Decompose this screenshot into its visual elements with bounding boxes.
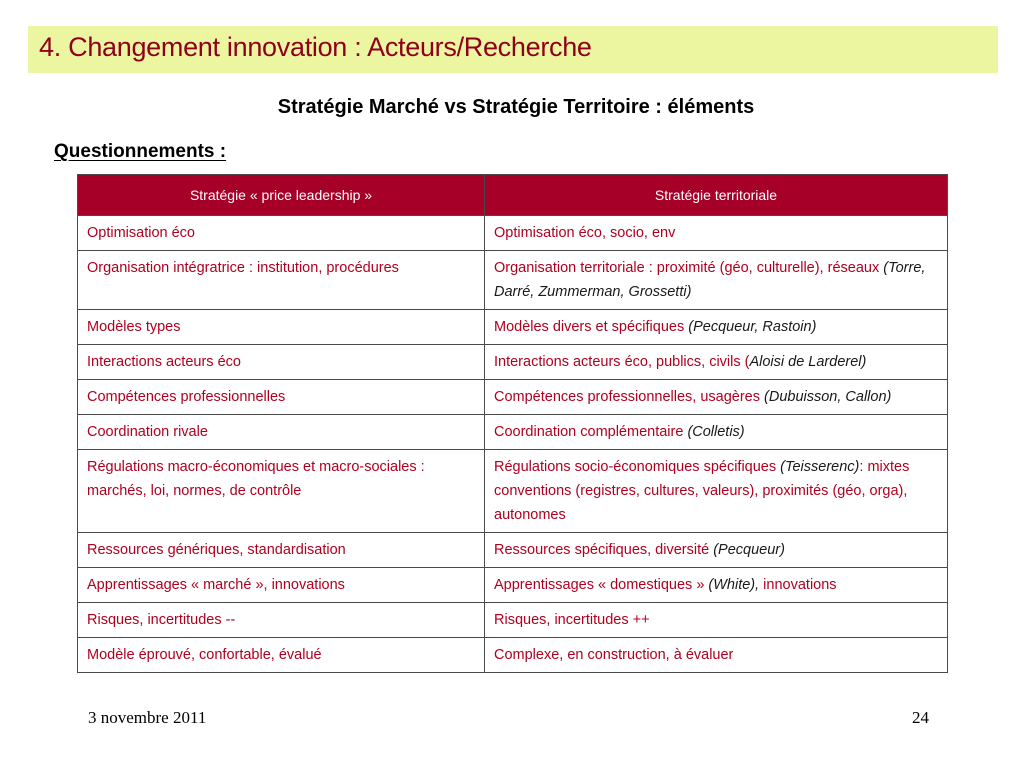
cell-text: Régulations socio-économiques spécifiques	[494, 459, 781, 475]
cell-text: Risques, incertitudes ++	[494, 612, 650, 628]
citation-text: (Dubuisson, Callon)	[764, 389, 892, 405]
market-strategy-cell: Interactions acteurs éco	[78, 345, 485, 380]
citation-text: (Teisserenc)	[780, 459, 860, 475]
cell-text: Ressources spécifiques, diversité	[494, 542, 714, 558]
table-row	[78, 603, 948, 638]
cell-text: Complexe, en construction, à évaluer	[494, 647, 734, 663]
citation-text: (White),	[708, 577, 760, 593]
citation-text: (Pecqueur, Rastoin)	[688, 319, 817, 335]
market-strategy-cell: Modèle éprouvé, confortable, évalué	[78, 638, 485, 673]
footer-date: 3 novembre 2011	[88, 708, 207, 727]
market-strategy-cell: Ressources génériques, standardisation	[78, 533, 485, 568]
market-strategy-cell: Organisation intégratrice : institution, procédures	[78, 251, 485, 310]
territorial-strategy-cell	[485, 415, 948, 450]
table-body	[78, 216, 948, 673]
cell-text: Coordination complémentaire	[494, 424, 688, 440]
slide-title-bar	[28, 26, 998, 73]
table-row	[78, 216, 948, 251]
territorial-strategy-cell	[485, 310, 948, 345]
header-territorial-strategy: Stratégie territoriale	[485, 175, 948, 216]
cell-text: Compétences professionnelles, usagères	[494, 389, 765, 405]
territorial-strategy-cell	[485, 533, 948, 568]
market-strategy-cell: Régulations macro-économiques et macro-sociales : marchés, loi, normes, de contrôle	[78, 450, 485, 533]
territorial-strategy-cell	[485, 450, 948, 533]
slide-title: 4. Changement innovation : Acteurs/Recherche	[39, 32, 592, 62]
cell-text: Modèles divers et spécifiques	[494, 319, 689, 335]
table-header-row	[78, 175, 948, 216]
citation-text: Aloisi de Larderel)	[749, 354, 867, 370]
territorial-strategy-cell	[485, 380, 948, 415]
market-strategy-cell: Modèles types	[78, 310, 485, 345]
territorial-strategy-cell	[485, 603, 948, 638]
territorial-strategy-cell	[485, 345, 948, 380]
section-label: Questionnements :	[54, 141, 227, 162]
territorial-strategy-cell	[485, 216, 948, 251]
table-row	[78, 345, 948, 380]
table-row	[78, 568, 948, 603]
table-row	[78, 415, 948, 450]
cell-text: : mixtes conventions (registres, cultures, valeurs), proximités (géo, orga), autonomes	[494, 459, 910, 523]
comparison-table	[77, 174, 948, 673]
cell-text: Interactions acteurs éco, publics, civils (	[494, 354, 750, 370]
table-row	[78, 251, 948, 310]
market-strategy-cell: Coordination rivale	[78, 415, 485, 450]
market-strategy-cell: Apprentissages « marché », innovations	[78, 568, 485, 603]
cell-text: Organisation territoriale : proximité (géo, culturelle), réseaux	[494, 260, 884, 276]
territorial-strategy-cell	[485, 638, 948, 673]
market-strategy-cell: Optimisation éco	[78, 216, 485, 251]
market-strategy-cell: Compétences professionnelles	[78, 380, 485, 415]
citation-text: (Colletis)	[687, 424, 745, 440]
table-row	[78, 638, 948, 673]
page-number: 24	[912, 708, 929, 727]
cell-text: innovations	[759, 577, 837, 593]
territorial-strategy-cell	[485, 251, 948, 310]
table-row	[78, 310, 948, 345]
cell-text: Apprentissages « domestiques »	[494, 577, 709, 593]
citation-text: (Pecqueur)	[713, 542, 785, 558]
territorial-strategy-cell	[485, 568, 948, 603]
market-strategy-cell: Risques, incertitudes --	[78, 603, 485, 638]
table-row	[78, 380, 948, 415]
citation-text: (Torre, Darré, Zummerman, Grossetti)	[494, 260, 926, 300]
table-row	[78, 450, 948, 533]
slide-subtitle: Stratégie Marché vs Stratégie Territoire : éléments	[277, 96, 755, 118]
cell-text: Optimisation éco, socio, env	[494, 225, 676, 241]
header-price-leadership: Stratégie « price leadership »	[78, 175, 485, 216]
table-row	[78, 533, 948, 568]
